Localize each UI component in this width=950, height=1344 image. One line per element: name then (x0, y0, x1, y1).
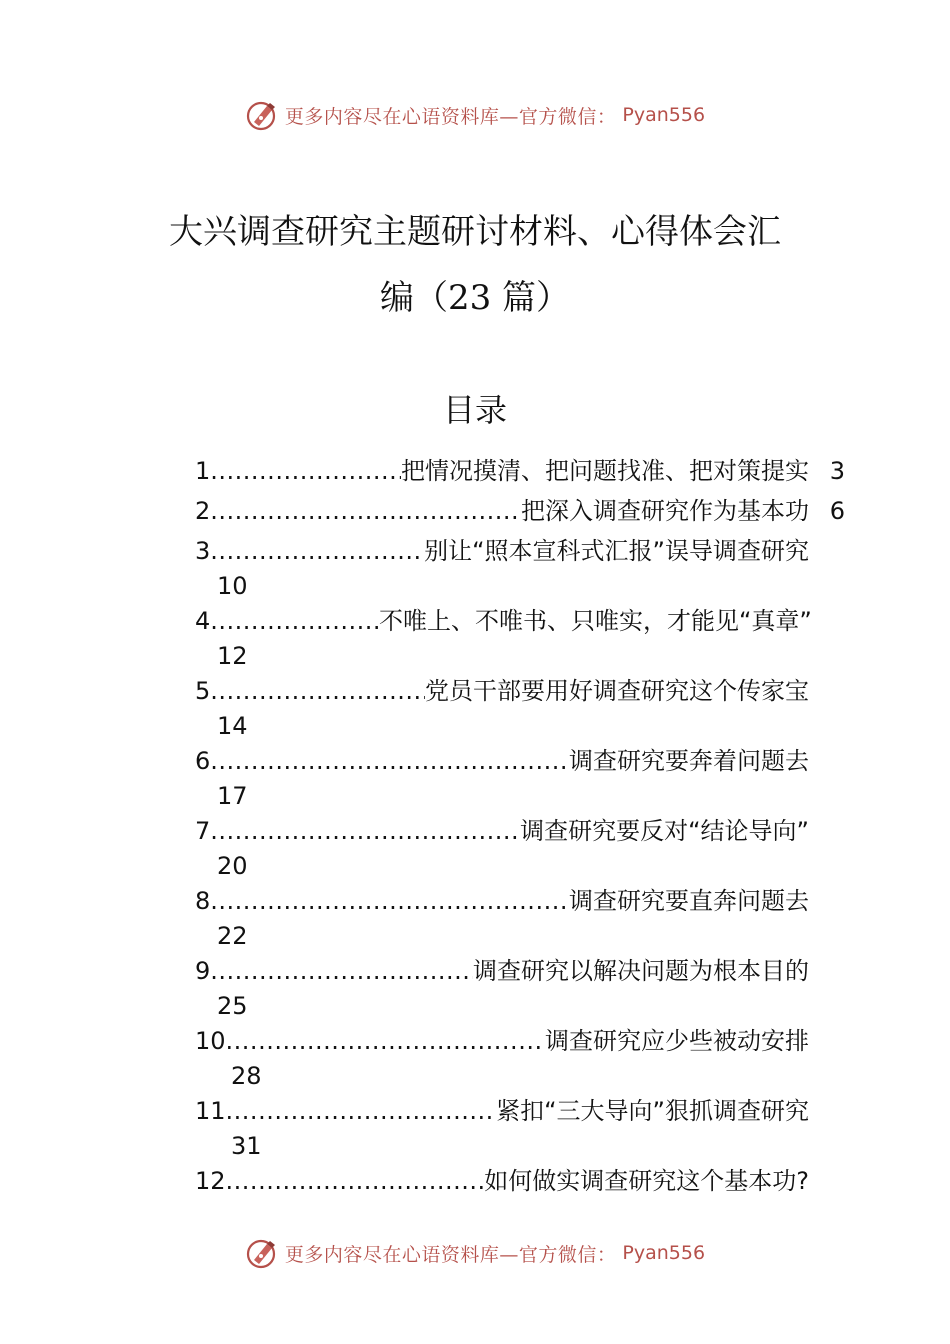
toc-leader-dots (210, 813, 520, 849)
toc-entry-title: 调查研究以解决问题为根本目的 (473, 957, 809, 985)
banner-wechat-id: Pyan556 (622, 104, 706, 126)
toc-entry-page: 6 (829, 497, 845, 525)
toc-entry-number: 9 (195, 957, 211, 985)
toc-entry[interactable] (195, 743, 845, 813)
toc-entry-page: 14 (217, 712, 248, 740)
toc-entry-page: 17 (217, 782, 248, 810)
toc-entry-number: 10 (195, 1027, 226, 1055)
toc-entry-page: 22 (217, 922, 248, 950)
toc-entry-page: 10 (217, 572, 248, 600)
toc-leader-dots (210, 603, 379, 639)
toc-entry-number: 4 (195, 607, 211, 635)
toc-entry-number: 12 (195, 1167, 226, 1195)
toc-entry-number: 5 (195, 677, 211, 705)
pen-nib-logo-icon (245, 98, 279, 132)
toc-leader-dots (210, 953, 473, 989)
toc-entry-title: 紧扣“三大导向”狠抓调查研究 (496, 1097, 809, 1125)
toc-leader-dots (210, 533, 424, 569)
toc-leader-dots (226, 1163, 485, 1199)
banner-text: 更多内容尽在心语资料库—官方微信： (284, 1243, 617, 1266)
toc-entry[interactable] (195, 673, 845, 743)
toc-entry[interactable] (195, 533, 845, 603)
toc-entry-number: 7 (195, 817, 211, 845)
toc-entry-page: 12 (217, 642, 248, 670)
toc-entry-number: 2 (195, 497, 211, 525)
toc-leader-dots (226, 1023, 545, 1059)
toc-entry-title: 党员干部要用好调查研究这个传家宝 (425, 677, 809, 705)
toc-entry-title: 别让“照本宣科式汇报”误导调查研究 (424, 537, 809, 565)
document-title-line-1: 大兴调查研究主题研讨材料、心得体会汇 (169, 212, 781, 252)
banner-wechat-id: Pyan556 (622, 1242, 706, 1264)
toc-leader-dots (210, 453, 401, 489)
toc-heading: 目录 (442, 391, 507, 429)
toc-entry-title: 调查研究应少些被动安排 (545, 1027, 809, 1055)
toc-leader-dots (210, 493, 521, 529)
toc-entry[interactable] (195, 1023, 845, 1093)
table-of-contents (195, 453, 845, 1233)
banner-text: 更多内容尽在心语资料库—官方微信： (284, 105, 617, 128)
pen-nib-logo-icon (245, 1236, 279, 1270)
toc-entry[interactable] (195, 1163, 845, 1233)
toc-entry-page: 28 (231, 1062, 262, 1090)
toc-entry-number: 8 (195, 887, 211, 915)
footer-banner (0, 1233, 950, 1273)
toc-leader-dots (210, 673, 425, 709)
toc-entry-page: 31 (231, 1132, 262, 1160)
toc-entry-title: 调查研究要反对“结论导向” (520, 817, 809, 845)
toc-entry-page: 25 (217, 992, 248, 1020)
toc-entry[interactable] (195, 813, 845, 883)
toc-entry-title: 不唯上、不唯书、只唯实，才能见“真章” (379, 607, 812, 635)
toc-entry-number: 6 (195, 747, 211, 775)
document-title-line-2: 编（23 篇） (379, 278, 571, 318)
toc-entry-number: 11 (195, 1097, 226, 1125)
header-banner (0, 95, 950, 135)
toc-entry[interactable] (195, 1093, 845, 1163)
toc-entry-page: 3 (829, 457, 845, 485)
toc-entry[interactable] (195, 953, 845, 1023)
toc-leader-dots (210, 883, 569, 919)
toc-entry-title: 把情况摸清、把问题找准、把对策提实 (401, 457, 809, 485)
toc-entry[interactable] (195, 453, 845, 489)
toc-entry-title: 把深入调查研究作为基本功 (521, 497, 809, 525)
toc-entry[interactable] (195, 883, 845, 953)
toc-entry[interactable] (195, 493, 845, 529)
toc-leader-dots (226, 1093, 497, 1129)
toc-entry-number: 3 (195, 537, 211, 565)
toc-entry[interactable] (195, 603, 845, 673)
toc-entry-title: 如何做实调查研究这个基本功? (484, 1167, 809, 1195)
toc-entry-title: 调查研究要奔着问题去 (569, 747, 809, 775)
toc-entry-number: 1 (195, 457, 211, 485)
toc-leader-dots (210, 743, 569, 779)
toc-entry-title: 调查研究要直奔问题去 (569, 887, 809, 915)
toc-entry-page: 20 (217, 852, 248, 880)
